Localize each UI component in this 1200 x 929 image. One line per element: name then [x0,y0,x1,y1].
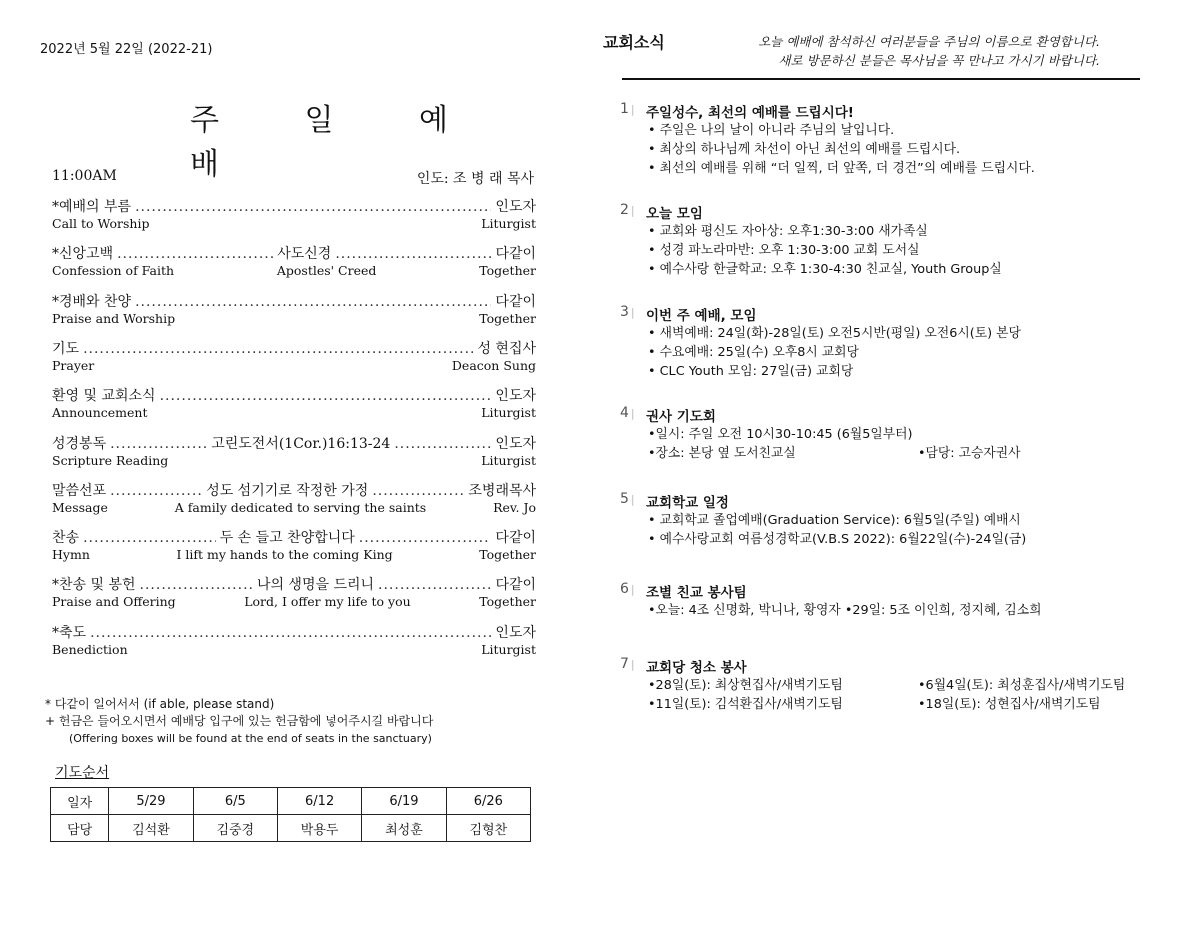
order-item-detail: 성도 섬기기로 작정한 가정 [206,482,369,499]
order-item-leader-en: Deacon Sung [451,357,536,373]
order-item-title: *축도 [52,624,87,641]
list-item: •일시: 주일 오전 10시30-10:45 (6월5일부터) [648,427,913,442]
section-heading: 오늘 모임 [646,206,703,222]
name-cell: 최성훈 [362,815,446,842]
name-cell: 김석환 [109,815,193,842]
order-item-title: *신앙고백 [52,246,114,263]
order-item-korean [52,625,536,642]
date-cell: 6/19 [362,788,446,815]
cleaning-entry: •11일(토): 김석환집사/새벽기도팀 [648,697,843,712]
list-item: • 주일은 나의 날이 아니라 주님의 날입니다. [648,121,1035,140]
section-heading: 조별 친교 봉사팀 [646,585,747,601]
cleaning-entry: •28일(토): 최상현집사/새벽기도팀 [648,678,843,693]
order-item-leader: 다같이 [495,246,537,263]
date-cell: 6/5 [193,788,277,815]
dot-leader [110,483,202,500]
order-item-leader-en: Together [479,263,536,279]
section-number: 7 | [620,656,635,672]
dot-leader [335,246,491,263]
order-item-title-en: Hymn [52,547,90,563]
list-item: •오늘: 4조 신명화, 박니나, 황영자 •29일: 5조 이인희, 정지혜, 김소희 [648,603,1042,618]
order-item-leader: 인도자 [495,624,536,641]
news-title: 교회소식 [603,33,665,52]
order-item-detail-en [168,453,481,468]
list-item: • 교회와 평신도 자아상: 오후1:30-3:00 새가족실 [648,222,1002,241]
section-list [648,601,1042,620]
service-leader: 인도: 조 병 래 목사 [416,171,534,187]
table-row [51,815,531,842]
dot-leader [135,294,491,311]
dot-leader [140,577,253,594]
order-item-title: 성경봉독 [52,435,107,452]
name-cell: 김중경 [193,815,277,842]
order-item-leader-en: Together [479,547,536,563]
section-list [648,676,1125,714]
order-item-detail-en [149,216,481,231]
order-item-leader-en: Liturgist [481,452,536,468]
order-item-korean [52,341,536,358]
bulletin-date: 2022년 5월 22일 (2022-21) [40,42,213,57]
dot-leader [90,625,491,642]
order-item [52,341,536,373]
order-item [52,530,536,562]
order-item-korean [52,199,536,216]
list-item: • CLC Youth 모임: 27일(금) 교회당 [648,362,1021,381]
dot-leader [117,246,273,263]
divider [622,78,1140,80]
welcome-message [700,32,1100,70]
order-item-english [52,500,536,515]
prayer-order-table [50,787,531,842]
list-item: • 최선의 예배를 위해 “더 일찍, 더 앞쪽, 더 경건”의 예배를 드립시다. [648,159,1035,178]
order-item-detail-en [128,642,482,657]
order-item-title-en: Benediction [52,641,128,657]
order-item-detail: 사도신경 [277,246,332,263]
page-title: 주 일 예 배 [190,103,487,182]
order-item-english [52,263,536,278]
place-text: •장소: 본당 옆 도서친교실 [648,446,796,461]
section-number: 5 | [620,491,635,507]
order-item-detail-en: Apostles' Creed [276,263,377,279]
cleaning-entry: •18일(토): 성현집사/새벽기도팀 [918,697,1101,712]
order-item-leader-en: Rev. Jo [493,499,536,515]
order-item-korean [52,577,536,594]
order-item-title-en: Confession of Faith [52,263,175,279]
order-item-detail: 고린도전서(1Cor.)16:13-24 [211,435,391,452]
date-cell: 6/12 [277,788,361,815]
order-item-detail-en [94,358,452,373]
order-item-english [52,216,536,231]
order-item-detail-en: A family dedicated to serving the saints [174,499,427,515]
note-offering-en: (Offering boxes will be found at the end of seats in the sanctuary) [69,732,432,745]
section-list [648,511,1026,549]
section-list [648,121,1035,178]
row-label-person: 담당 [51,815,109,842]
dot-leader [160,388,492,405]
order-item-leader: 조병래목사 [468,482,537,499]
order-item [52,246,536,278]
order-item-english [52,311,536,326]
order-item-english [52,358,536,373]
prayer-order-title: 기도순서 [55,765,110,781]
list-item: • 교회학교 졸업예배(Graduation Service): 6월5일(주일) 예배시 [648,511,1026,530]
order-item-title-en: Prayer [52,357,95,373]
section-heading: 주일성수, 최선의 예배를 드립시다! [646,105,854,121]
order-item-leader-en: Liturgist [481,641,536,657]
person-text: •담당: 고승자권사 [918,446,1021,461]
row-label-date: 일자 [51,788,109,815]
order-item [52,199,536,231]
dot-leader [372,483,464,500]
order-item-korean [52,483,536,500]
order-item-title: 기도 [52,340,80,357]
order-item-title: 말씀선포 [52,482,107,499]
order-item-korean [52,388,536,405]
date-cell: 5/29 [109,788,193,815]
cleaning-entry: •6월4일(토): 최성훈집사/새벽기도팀 [918,678,1126,693]
order-item-title: 찬송 [52,530,80,547]
order-item-leader-en: Together [479,310,536,326]
section-number: 6 | [620,581,635,597]
dot-leader [83,530,216,547]
dot-leader [110,436,207,453]
order-item-leader: 인도자 [495,435,536,452]
dot-leader [394,436,491,453]
order-item-korean [52,294,536,311]
order-item-korean [52,436,536,453]
list-item: • 성경 파노라마반: 오후 1:30-3:00 교회 도서실 [648,241,1002,260]
order-item-title: 환영 및 교회소식 [52,388,156,405]
list-item [648,695,1125,714]
order-item-leader-en: Liturgist [481,405,536,421]
order-item-korean [52,530,536,547]
order-item-title: *찬송 및 봉헌 [52,577,136,594]
order-item [52,436,536,468]
order-item-leader-en: Liturgist [481,216,536,231]
dot-leader [83,341,473,358]
order-item-title-en: Call to Worship [52,216,150,231]
name-cell: 박용두 [277,815,361,842]
order-item-english [52,453,536,468]
welcome-line-2: 새로 방문하신 분들은 목사님을 꼭 만나고 가시기 바랍니다. [778,53,1100,68]
section-heading: 교회당 청소 봉사 [646,660,747,676]
order-item [52,577,536,609]
list-item: • 예수사랑 한글학교: 오후 1:30-4:30 친교실, Youth Group실 [648,260,1002,279]
section-list [648,425,1020,463]
order-item-leader: 다같이 [495,293,536,310]
note-stand: * 다같이 일어서서 (if able, please stand) [45,697,275,711]
section-number: 2 | [620,202,635,218]
order-item [52,388,536,420]
order-item-detail-en [175,311,479,326]
order-item-title-en: Praise and Offering [52,594,176,610]
order-item-leader: 인도자 [495,388,536,405]
order-item-title: *예배의 부름 [52,199,132,215]
section-list [648,222,1002,279]
order-item-detail-en [147,405,481,420]
order-item-english [52,547,536,562]
order-item-title-en: Announcement [52,405,148,421]
table-row [51,788,531,815]
date-cell: 6/26 [446,788,530,815]
list-item: • 예수사랑교회 여름성경학교(V.B.S 2022): 6월22일(수)-24일(금) [648,530,1026,549]
list-item: • 최상의 하나님께 차선이 아닌 최선의 예배를 드립시다. [648,140,1035,159]
order-item-title: *경배와 찬양 [52,293,132,310]
section-heading: 이번 주 예배, 모임 [646,308,757,324]
order-item-title-en: Scripture Reading [52,452,169,468]
order-item-detail-en: Lord, I offer my life to you [244,594,411,610]
order-item [52,625,536,657]
name-cell: 김형찬 [446,815,530,842]
order-item-detail-en: I lift my hands to the coming King [176,547,393,563]
section-number: 4 | [620,405,635,421]
service-time-row [52,168,534,188]
order-item-english [52,594,536,609]
section-number: 1 | [620,101,635,117]
order-item-detail: 나의 생명을 드리니 [256,577,375,594]
order-item-leader: 다같이 [495,577,537,594]
dot-leader [359,530,492,547]
list-item [648,676,1125,695]
welcome-line-1: 오늘 예배에 참석하신 여러분들을 주님의 이름으로 환영합니다. [758,34,1100,49]
order-item-leader: 다같이 [495,530,536,547]
order-item [52,294,536,326]
order-item-title-en: Message [52,499,108,515]
order-item-leader: 인도자 [495,199,536,215]
list-item: • 수요예배: 25일(수) 오후8시 교회당 [648,343,1021,362]
order-item-english [52,642,536,657]
list-item: • 새벽예배: 24일(화)-28일(토) 오전5시반(평일) 오전6시(토) 본당 [648,324,1021,343]
list-item [648,444,1020,463]
order-item [52,483,536,515]
order-item-title-en: Praise and Worship [52,310,176,326]
order-item-english [52,405,536,420]
order-item-leader: 성 현집사 [477,340,536,357]
section-heading: 권사 기도회 [646,409,716,425]
order-item-detail: 두 손 들고 찬양합니다 [219,530,355,547]
section-number: 3 | [620,304,635,320]
section-heading: 교회학교 일정 [646,495,729,511]
service-time: 11:00AM [52,168,117,184]
note-offering: + 헌금은 들어오시면서 예배당 입구에 있는 헌금함에 넣어주시길 바랍니다 [45,714,434,728]
dot-leader [378,577,491,594]
order-item-leader-en: Together [479,594,536,610]
order-item-korean [52,246,536,263]
notes [45,696,433,747]
dot-leader [135,199,491,216]
section-list [648,324,1021,381]
